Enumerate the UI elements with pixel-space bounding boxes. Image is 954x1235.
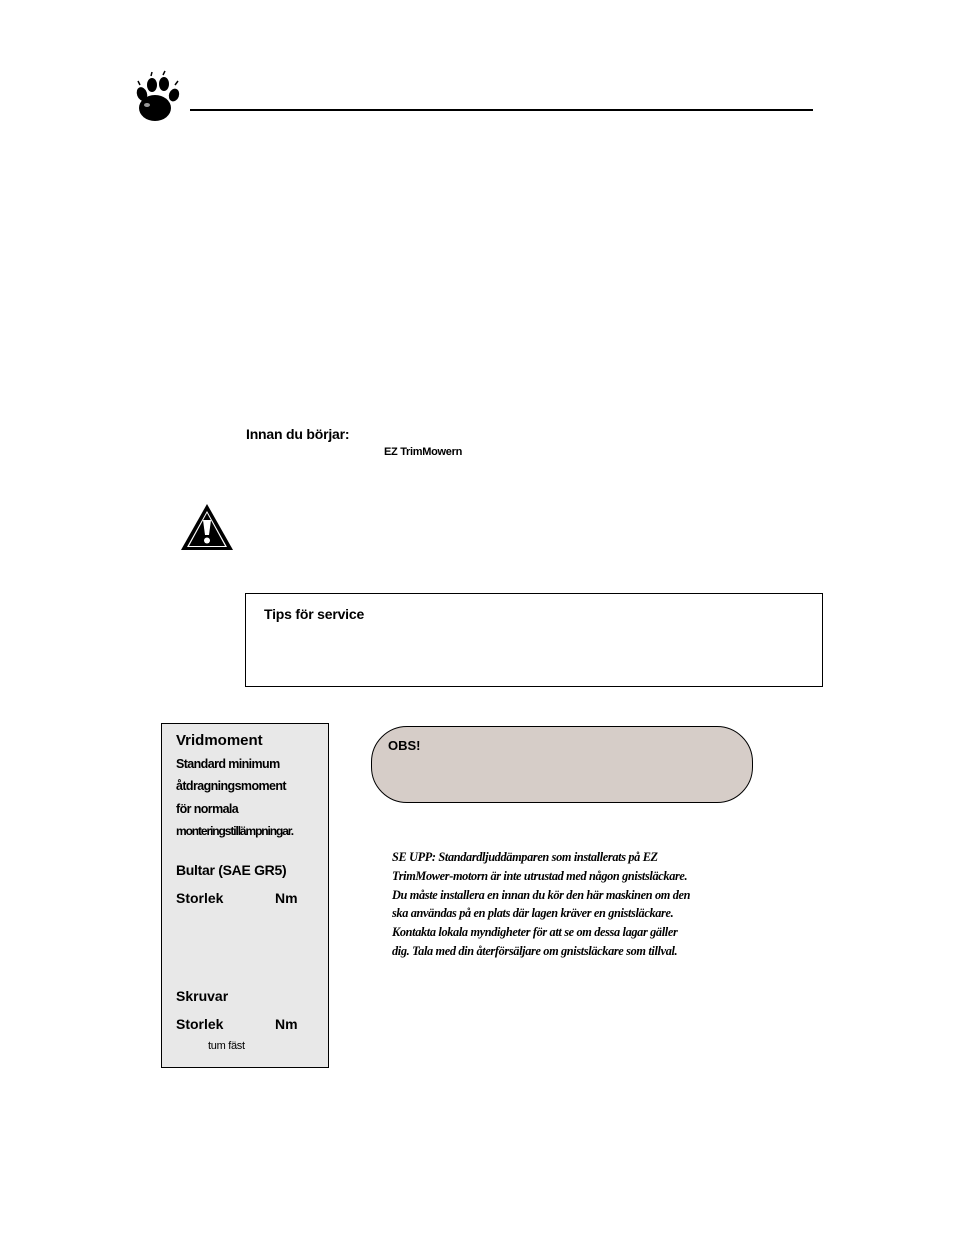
service-tips-title: Tips för service bbox=[264, 606, 365, 622]
note-title: OBS! bbox=[388, 738, 421, 753]
caution-line: SE UPP: Standardljuddämparen som installerats på EZ bbox=[392, 850, 658, 864]
caution-line: Du måste installera en innan du kör den här maskinen om den bbox=[392, 887, 691, 902]
torque-description-line: Standard minimum bbox=[176, 757, 280, 771]
torque-title: Vridmoment bbox=[176, 732, 263, 749]
torque-description-line: för normala bbox=[176, 802, 239, 816]
product-name: EZ TrimMowern bbox=[384, 446, 462, 458]
bolts-size-column-header: Storlek bbox=[176, 890, 224, 906]
screws-note: tum fäst bbox=[208, 1040, 245, 1052]
screws-size-column-header: Storlek bbox=[176, 1016, 224, 1032]
bolts-nm-column-header: Nm bbox=[275, 890, 298, 906]
caution-line: ska användas på en plats där lagen kräver en gnistsläckare. bbox=[392, 906, 674, 921]
note-callout bbox=[371, 726, 753, 803]
caution-line: TrimMower-motorn är inte utrustad med någon gnistsläckare. bbox=[392, 868, 688, 883]
bolts-heading: Bultar (SAE GR5) bbox=[176, 862, 287, 878]
screws-nm-column-header: Nm bbox=[275, 1016, 298, 1032]
warning-triangle-icon bbox=[179, 502, 235, 552]
torque-description-line: monteringstillämpningar. bbox=[176, 824, 293, 838]
screws-heading: Skruvar bbox=[176, 988, 229, 1004]
before-you-start-label: Innan du börjar: bbox=[246, 426, 350, 442]
caution-line: Kontakta lokala myndigheter för att se om dessa lagar gäller bbox=[392, 925, 678, 940]
header-rule bbox=[190, 109, 813, 111]
caution-paragraph bbox=[392, 848, 767, 961]
torque-description-line: åtdragningsmoment bbox=[176, 779, 286, 793]
paw-print-icon bbox=[133, 70, 183, 126]
caution-line: dig. Tala med din återförsäljare om gnistsläckare som tillval. bbox=[392, 943, 678, 958]
